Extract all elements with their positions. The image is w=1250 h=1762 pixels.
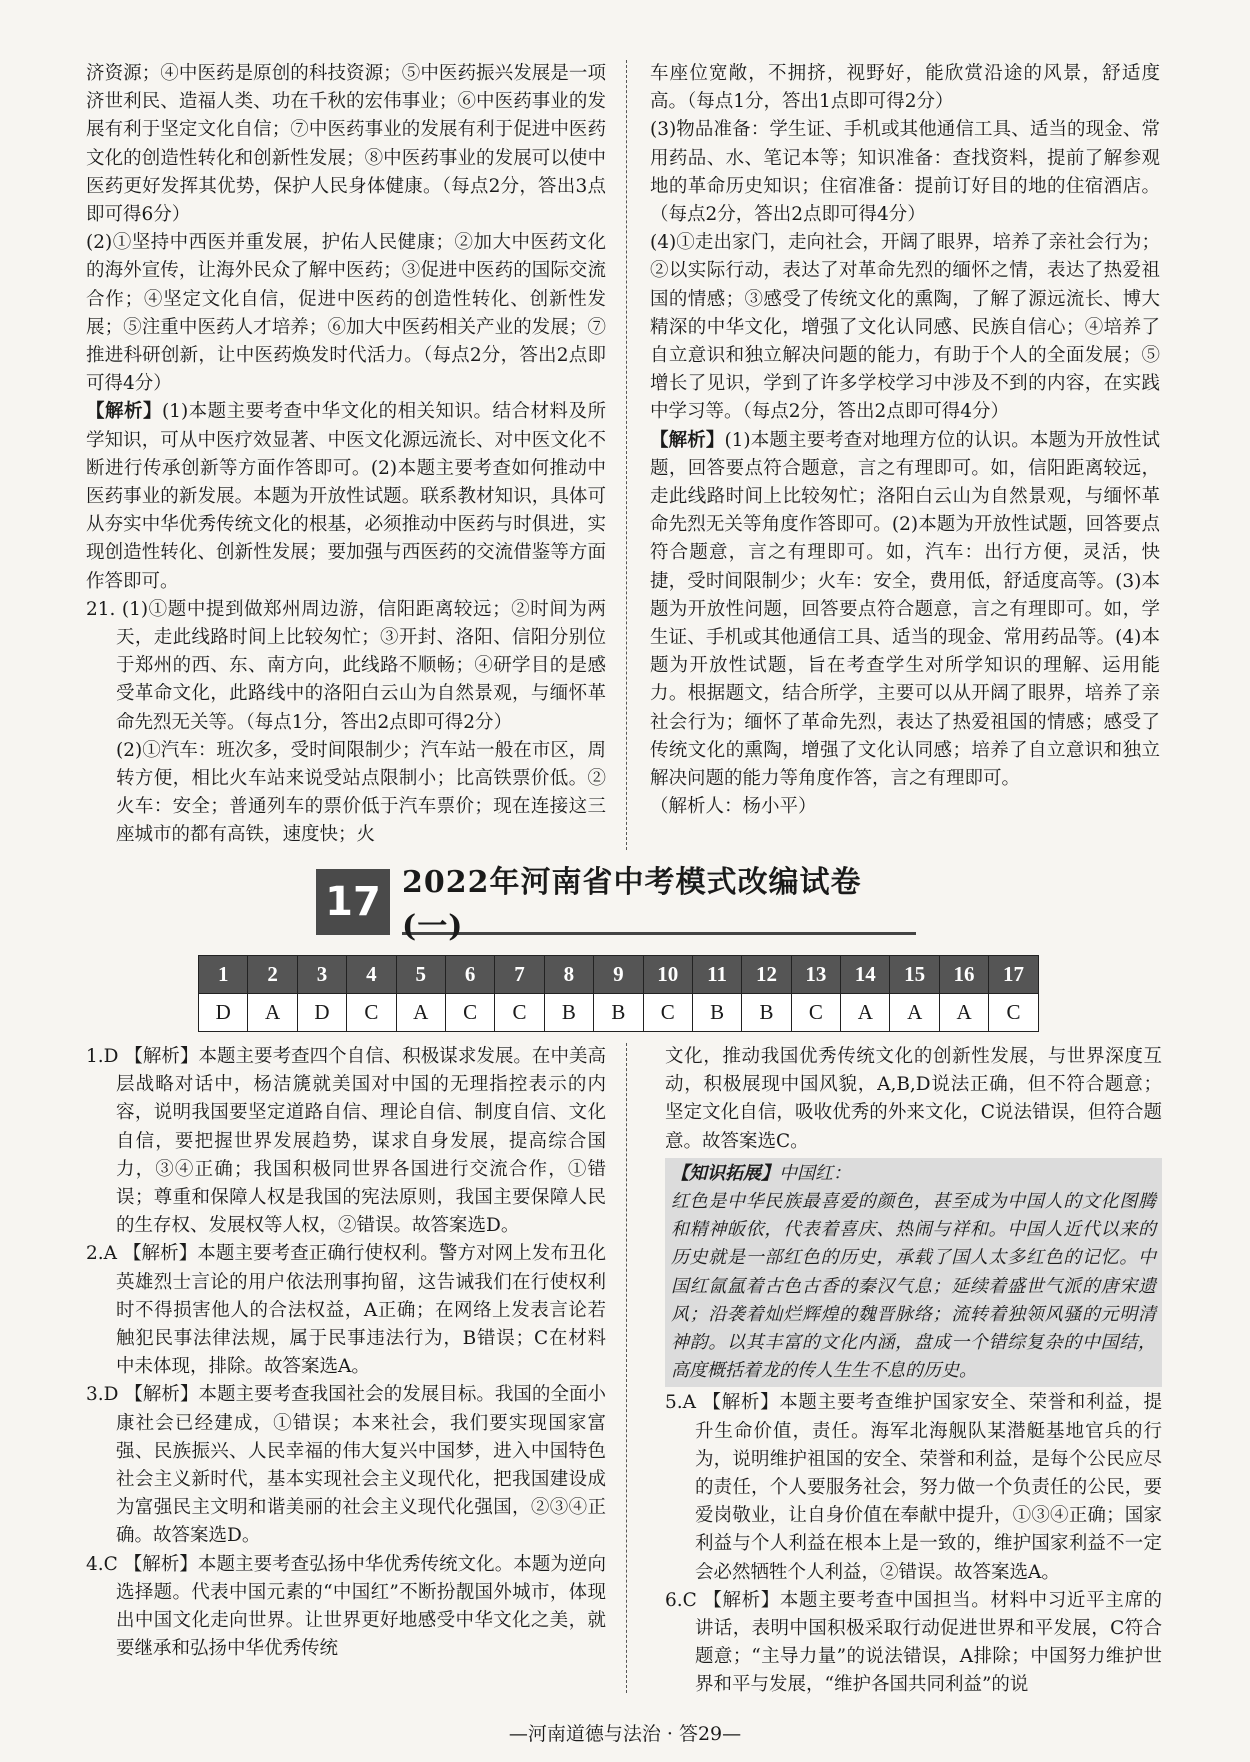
q3-explanation: 3.D 【解析】本题主要考查我国社会的发展目标。我国的全面小康社会已经建成，①错误；本来社会，我们要实现国家富强、民族振兴、人民幸福的伟大复兴中国梦，进入中国特色社会主义新时代，基本实现社会主义现代化，把我国建设成为富强民主文明和谐美丽的社会主义现代化强国，②③④正确。故答案选D。: [86, 1384, 606, 1547]
question-number: 13: [791, 956, 840, 994]
question-number: 5: [396, 956, 445, 994]
section-title-bar: [316, 864, 916, 944]
q1-explanation: 1.D 【解析】本题主要考查四个自信、积极谋求发展。在中美高层战略对话中，杨洁篪就美国对中国的无理指控表示的内容，说明我国要坚定道路自信、理论自信、制度自信、文化自信，要把握世界发展趋势，谋求自身发展，提高综合国力，③④正确；我国积极同世界各国进行交流合作，①错误；尊重和保障人权是我国的宪法原则，我国主要保障人民的生存权、发展权等人权，②错误。故答案选D。: [86, 1046, 606, 1237]
question-number: 6: [445, 956, 494, 994]
analysis-label: 【解析】: [86, 401, 162, 423]
q20-answer-continued: 济资源；④中医药是原创的科技资源；⑤中医药振兴发展是一项济世利民、造福人类、功在千秋的宏伟事业；⑥中医药事业的发展有利于坚定文化自信；⑦中医药事业的发展有利于促进中医药文化的创造性转化和创新性发展；⑧中医药事业的发展可以使中医药更好发挥其优势，保护人民身体健康。（每点2分，答出3点即可得6分）: [86, 63, 606, 226]
answer-cell: B: [544, 994, 593, 1032]
answer-cell: D: [199, 994, 248, 1032]
q20-analysis-text: (1)本题主要考查中华文化的相关知识。结合材料及所学知识，可从中医疗效显著、中医文化源远流长、对中医文化不断进行传承创新等方面作答即可。(2)本题主要考查如何推动中医药事业的新发展。本题为开放性试题。联系教材知识，具体可从夯实中华优秀传统文化的根基，必须推动中医药与时俱进，实现创造性转化、创新性发展；要加强与西医药的交流借鉴等方面作答即可。: [86, 401, 606, 592]
answer-cell: B: [692, 994, 741, 1032]
page-footer: —河南道德与法治 · 答29—: [508, 1723, 742, 1745]
question-number: 10: [643, 956, 692, 994]
bottom-right-column: [665, 1043, 1162, 1700]
knowledge-extension-body: 红色是中华民族最喜爱的颜色，甚至成为中国人的文化图腾和精神皈依，代表着喜庆、热闹与祥和。中国人近代以来的历史就是一部红色的历史，承载了国人太多红色的记忆。中国红氤氲着古色古香的秦汉气息；延续着盛世气派的唐宋遗风；沿袭着灿烂辉煌的魏晋脉络；流转着独领风骚的元明清神韵。以其丰富的文化内涵，盘成一个错综复杂的中国结，高度概括着龙的传人生生不息的历史。: [671, 1191, 1156, 1382]
question-number: 16: [939, 956, 988, 994]
answer-table-header-row: [199, 956, 1039, 994]
answer-cell: A: [890, 994, 939, 1032]
q4-explanation: 4.C 【解析】本题主要考查弘扬中华优秀传统文化。本题为逆向选择题。代表中国元素的“中国红”不断扮靓国外城市，体现出中国文化走向世界。让世界更好地感受中华文化之美，就要继承和弘扬中华优秀传统: [86, 1553, 606, 1660]
column-divider: [626, 1043, 627, 1693]
answer-cell: C: [643, 994, 692, 1032]
answer-cell: B: [742, 994, 791, 1032]
q4-explanation-continued: 文化，推动我国优秀传统文化的创新性发展，与世界深度互动，积极展现中国风貌，A,B,D说法正确，但不符合题意；坚定文化自信，吸收优秀的外来文化，C说法错误，但符合题意。故答案选C。: [665, 1046, 1162, 1152]
question-number: 17: [989, 956, 1038, 994]
answer-cell: C: [989, 994, 1038, 1032]
q21-answer-part3: (3)物品准备：学生证、手机或其他通信工具、适当的现金、常用药品、水、笔记本等；知识准备：查找资料，提前了解参观地的革命历史知识；住宿准备：提前订好目的地的住宿酒店。（每点2分，答出2点即可得4分）: [650, 119, 1160, 226]
knowledge-extension-heading: [671, 1160, 1156, 1188]
question-number: 14: [841, 956, 890, 994]
top-right-column: [650, 60, 1160, 821]
answer-cell: A: [841, 994, 890, 1032]
answer-cell: C: [495, 994, 544, 1032]
question-number: 15: [890, 956, 939, 994]
q21-answer-part1: 21. (1)①题中提到做郑州周边游，信阳距离较远；②时间为两天，走此线路时间上比较匆忙；③开封、洛阳、信阳分别位于郑州的西、东、南方向，此线路不顺畅；④研学目的是感受革命文化，此路线中的洛阳白云山为自然景观，与缅怀革命先烈无关等。（每点1分，答出2点即可得2分）: [86, 598, 606, 733]
question-number: 1: [199, 956, 248, 994]
q5-explanation: 5.A 【解析】本题主要考查维护国家安全、荣誉和利益，提升生命价值，责任。海军北海舰队某潜艇基地官兵的行为，说明维护祖国的安全、荣誉和利益，是每个公民应尽的责任，个人要服务社会，努力做一个负责任的公民，要爱岗敬业，让自身价值在奉献中提升，①③④正确；国家利益与个人利益在根本上是一致的，维护国家利益不一定会必然牺牲个人利益，②错误。故答案选A。: [665, 1392, 1162, 1583]
question-number: 9: [594, 956, 643, 994]
q21-answer-part2: (2)①汽车：班次多，受时间限制少；汽车站一般在市区，周转方便，相比火车站来说受站点限制小；比高铁票价低。②火车：安全；普通列车的票价低于汽车票价；现在连接这三座城市的都有高铁，速度快；火: [116, 739, 606, 846]
answer-cell: C: [347, 994, 396, 1032]
section-number: 17: [316, 869, 390, 935]
answer-cell: B: [594, 994, 643, 1032]
q21-analysis-text: (1)本题主要考查对地理方位的认识。本题为开放性试题，回答要点符合题意，言之有理即可。如，信阳距离较远，走此线路时间上比较匆忙；洛阳白云山为自然景观，与缅怀革命先烈无关等角度作答即可。(2)本题为开放性试题，回答要点符合题意，言之有理即可。如，汽车：出行方便，灵活，快捷，受时间限制少；火车：安全，费用低，舒适度高等。(3)本题为开放性问题，回答要点符合题意，言之有理即可。如，学生证、手机或其他通信工具、适当的现金、常用药品等。(4)本题为开放性试题，旨在考查学生对所学知识的理解、运用能力。根据题文，结合所学，主要可以从开阔了眼界，培养了亲社会行为；缅怀了革命先烈，表达了热爱祖国的情感；感受了传统文化的熏陶，增强了文化认同感；培养了自立意识和独立解决问题的能力等角度作答，言之有理即可。: [650, 429, 1160, 790]
answer-table-answer-row: [199, 994, 1039, 1032]
q20-analysis: [86, 398, 606, 595]
question-number: 8: [544, 956, 593, 994]
answer-cell: C: [445, 994, 494, 1032]
question-number: 12: [742, 956, 791, 994]
knowledge-extension-box: [665, 1158, 1162, 1388]
q6-explanation: 6.C 【解析】本题主要考查中国担当。材料中习近平主席的讲话，表明中国积极采取行动促进世界和平发展，C符合题意；“主导力量”的说法错误，A排除；中国努力维护世界和平与发展，“维护各国共同利益”的说: [665, 1589, 1162, 1696]
answer-cell: A: [248, 994, 297, 1032]
answer-cell: A: [939, 994, 988, 1032]
answer-cell: C: [791, 994, 840, 1032]
question-number: 4: [347, 956, 396, 994]
q21-answer-part4: (4)①走出家门，走向社会，开阔了眼界，培养了亲社会行为；②以实际行动，表达了对革命先烈的缅怀之情，表达了热爱祖国的情感；③感受了传统文化的熏陶，了解了源远流长、博大精深的中华文化，增强了文化认同感、民族自信心；④培养了自立意识和独立解决问题的能力，有助于个人的全面发展；⑤增长了见识，学到了许多学校学习中涉及不到的内容，在实践中学习等。（每点2分，答出2点即可得4分）: [650, 232, 1160, 423]
question-number: 7: [495, 956, 544, 994]
answer-table: [198, 955, 1039, 1032]
knowledge-extension-topic: 中国红：: [779, 1162, 851, 1184]
bottom-left-column: [86, 1043, 606, 1663]
question-number: 3: [297, 956, 346, 994]
answer-cell: D: [297, 994, 346, 1032]
column-divider: [626, 60, 627, 850]
analysis-label: 【解析】: [650, 429, 725, 451]
q21-answer-continued: 车座位宽敞，不拥挤，视野好，能欣赏沿途的风景，舒适度高。（每点1分，答出1点即可得2分）: [650, 63, 1160, 113]
knowledge-extension-label: 【知识拓展】: [671, 1162, 779, 1184]
top-left-column: [86, 60, 606, 850]
q20-answer-part2: (2)①坚持中西医并重发展，护佑人民健康；②加大中医药文化的海外宣传，让海外民众了解中医药；③促进中医药的国际交流合作；④坚定文化自信，促进中医药的创造性转化、创新性发展；⑤注重中医药人才培养；⑥加大中医药相关产业的发展；⑦推进科研创新，让中医药焕发时代活力。（每点2分，答出2点即可得4分）: [86, 232, 606, 395]
q21-analysis: [650, 427, 1160, 794]
q2-explanation: 2.A 【解析】本题主要考查正确行使权利。警方对网上发布丑化英雄烈士言论的用户依法刑事拘留，这告诫我们在行使权利时不得损害他人的合法权益，A正确；在网络上发表言论若触犯民事法律法规，属于民事违法行为，B错误；C在材料中未体现，排除。故答案选A。: [86, 1243, 606, 1378]
section-title: 2022年河南省中考模式改编试卷(一): [402, 870, 916, 935]
analyst-signature: （解析人：杨小平）: [650, 796, 817, 818]
question-number: 11: [692, 956, 741, 994]
answer-cell: A: [396, 994, 445, 1032]
question-number: 2: [248, 956, 297, 994]
